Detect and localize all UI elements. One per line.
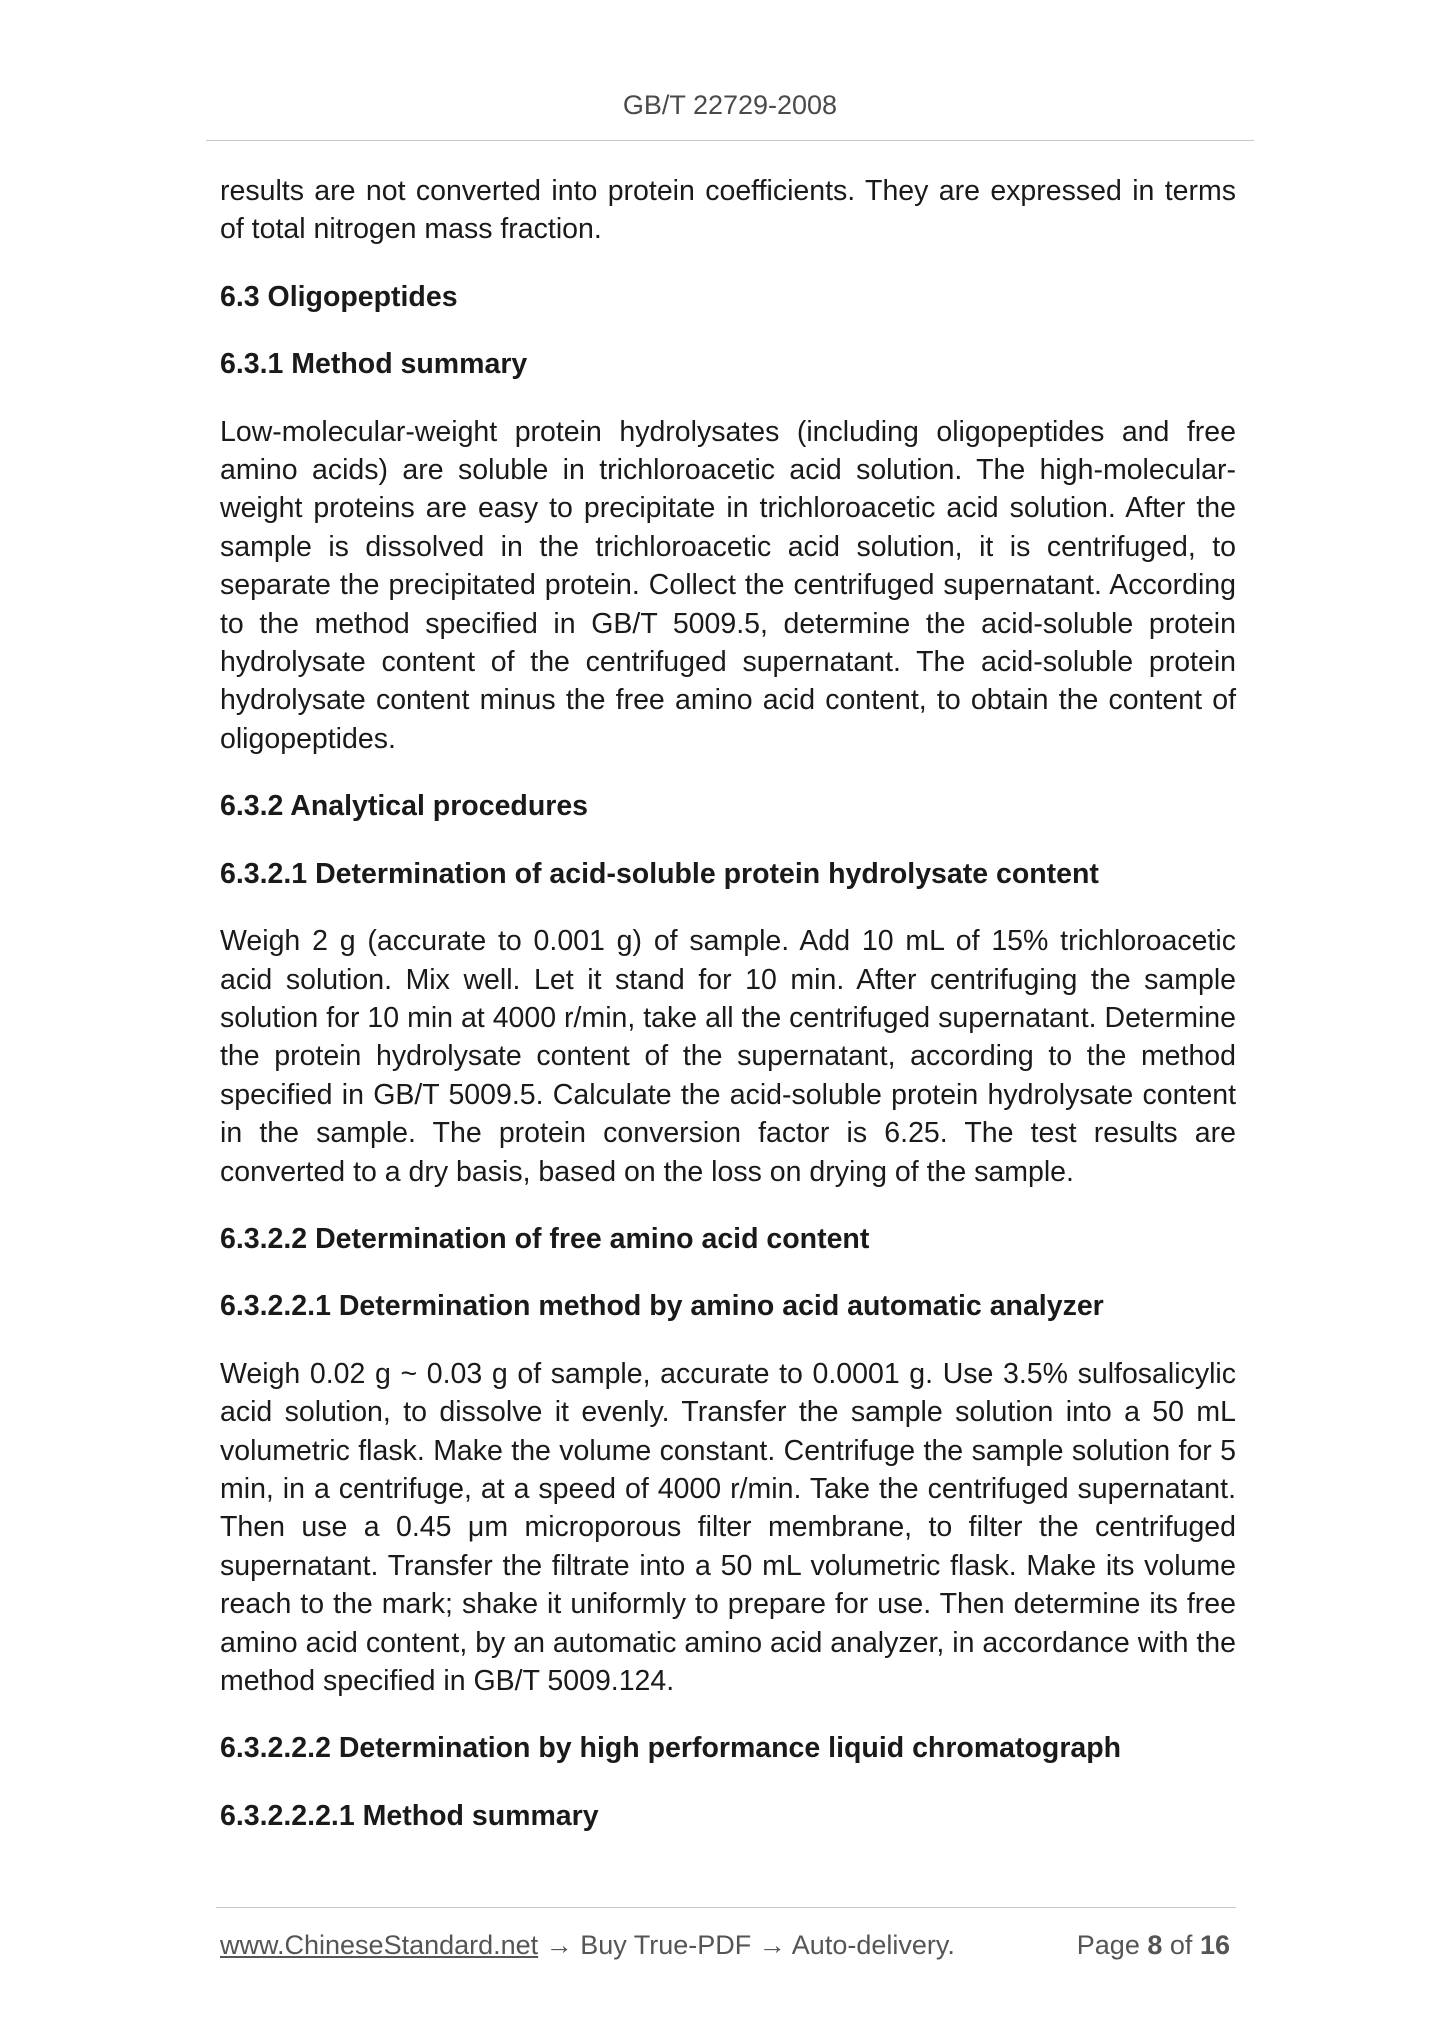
page-footer [216,1907,1236,1988]
footer-promo [220,1930,955,1961]
document-body [220,172,1236,1864]
subsection-heading: 6.3.1 Method summary [220,348,528,381]
subsection-heading: 6.3.2.2.2.1 Method summary [220,1799,599,1832]
subsection-heading: 6.3.2.2.1 Determination method by amino acid automatic analyzer [220,1290,1104,1323]
page-number [1077,1930,1230,1961]
section-heading: 6.3 Oligopeptides [220,280,458,313]
delivery-label: Auto-delivery. [791,1930,955,1960]
site-link[interactable]: www.ChineseStandard.net [220,1930,539,1960]
paragraph: Low-molecular-weight protein hydrolysates (including oligopeptides and free amino acids) are soluble in trichloroacetic acid solution. The high-molecular-weight proteins are easy to precipitate in trichloroacetic acid solution. After the sample is dissolved in the trichloroacetic acid solution, it is centrifuged, to separate the precipitated protein. Collect the centrifuged supernatant. According to the method specified in GB/T 5009.5, determine the acid-soluble protein hydrolysate content of the centrifuged supernatant. The acid-soluble protein hydrolysate content minus the free amino acid content, to obtain the content of oligopeptides. [220,415,1236,755]
subsection-heading: 6.3.2.2.2 Determination by high performance liquid chromatograph [220,1732,1122,1765]
document-id: GB/T 22729-2008 [622,90,838,120]
page-total: 16 [1199,1930,1230,1960]
buy-label: Buy True-PDF [580,1930,752,1960]
paragraph: Weigh 2 g (accurate to 0.001 g) of sample. Add 10 mL of 15% trichloroacetic acid solution. Mix well. Let it stand for 10 min. After centrifuging the sample solution for 10 min at 4000 r/min, take all the centrifuged supernatant. Determine the protein hydrolysate content of the supernatant, according to the method specified in GB/T 5009.5. Calculate the acid-soluble protein hydrolysate content in the sample. The protein conversion factor is 6.25. The test results are converted to a dry basis, based on the loss on drying of the sample. [220,925,1236,1188]
subsection-heading: 6.3.2 Analytical procedures [220,790,589,823]
subsection-heading: 6.3.2.2 Determination of free amino acid content [220,1222,870,1255]
arrow-right-icon: → [545,1930,573,1960]
paragraph: results are not converted into protein coefficients. They are expressed in terms of total nitrogen mass fraction. [220,175,1236,246]
paragraph: Weigh 0.02 g ~ 0.03 g of sample, accurate to 0.0001 g. Use 3.5% sulfosalicylic acid solution, to dissolve it evenly. Transfer the sample solution into a 50 mL volumetric flask. Make the volume constant. Centrifuge the sample solution for 5 min, in a centrifuge, at a speed of 4000 r/min. Take the centrifuged supernatant. Then use a 0.45 μm microporous filter membrane, to filter the centrifuged supernatant. Transfer the filtrate into a 50 mL volumetric flask. Make its volume reach to the mark; shake it uniformly to prepare for use. Then determine its free amino acid content, by an automatic amino acid analyzer, in accordance with the method specified in GB/T 5009.124. [220,1357,1236,1697]
page-label: Page [1076,1930,1140,1960]
subsection-heading: 6.3.2.1 Determination of acid-soluble protein hydrolysate content [220,857,1099,890]
page-current: 8 [1147,1930,1163,1960]
page-header [206,86,1254,141]
arrow-right-icon: → [758,1930,786,1960]
of-label: of [1169,1930,1193,1960]
